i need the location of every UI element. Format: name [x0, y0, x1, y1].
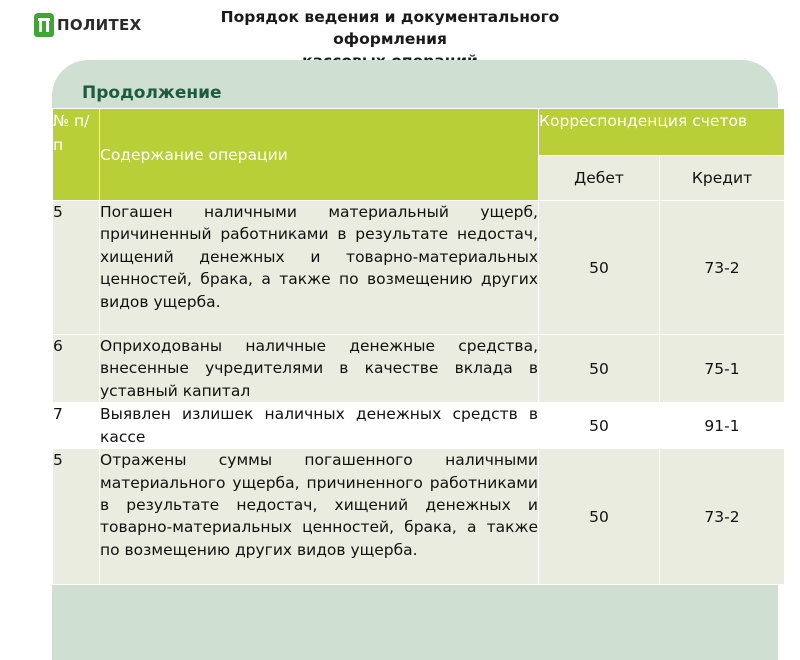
row-text: Оприходованы наличные денежные средства, внесенные учредителями в качестве вклада в уставный капитал: [100, 335, 539, 403]
polytech-logo-icon: [34, 13, 54, 37]
header-correspondence: Корреспонденция счетов: [539, 109, 785, 156]
row-number: 6: [53, 335, 100, 403]
row-credit: 75-1: [660, 335, 785, 403]
header-debit: Дебет: [539, 156, 660, 201]
row-debit: 50: [539, 449, 660, 585]
row-number: 5: [53, 201, 100, 335]
row-text: Выявлен излишек наличных денежных средств в кассе: [100, 403, 539, 449]
row-text: Отражены суммы погашенного наличными материального ущерба, причиненного работниками в результате недостач, хищений денежных и товарно-материальных ценностей, брака, а также по возмещению других видов ущерба.: [100, 449, 539, 585]
page-title-line1: Порядок ведения и документального оформления: [220, 8, 560, 48]
row-credit: 73-2: [660, 449, 785, 585]
table-row: [53, 335, 785, 403]
row-debit: 50: [539, 201, 660, 335]
header-number: № п/п: [53, 109, 100, 201]
row-text: Погашен наличными материальный ущерб, причиненный работниками в результате недостач, хищений денежных и товарно-материальных ценностей, брака, а также по возмещению других видов ущерба.: [100, 201, 539, 335]
table-row: [53, 201, 785, 335]
logo: [34, 12, 141, 38]
row-debit: 50: [539, 403, 660, 449]
operations-table: [52, 108, 785, 585]
row-number: 5: [53, 449, 100, 585]
header-content: Содержание операции: [100, 109, 539, 201]
row-credit: 91-1: [660, 403, 785, 449]
row-credit: 73-2: [660, 201, 785, 335]
row-debit: 50: [539, 335, 660, 403]
table-header-row: [53, 109, 785, 156]
row-number: 7: [53, 403, 100, 449]
section-label: Продолжение: [82, 83, 222, 103]
header-credit: Кредит: [660, 156, 785, 201]
table-row: [53, 403, 785, 449]
logo-text: ПОЛИТЕХ: [57, 16, 142, 34]
table-row: [53, 449, 785, 585]
